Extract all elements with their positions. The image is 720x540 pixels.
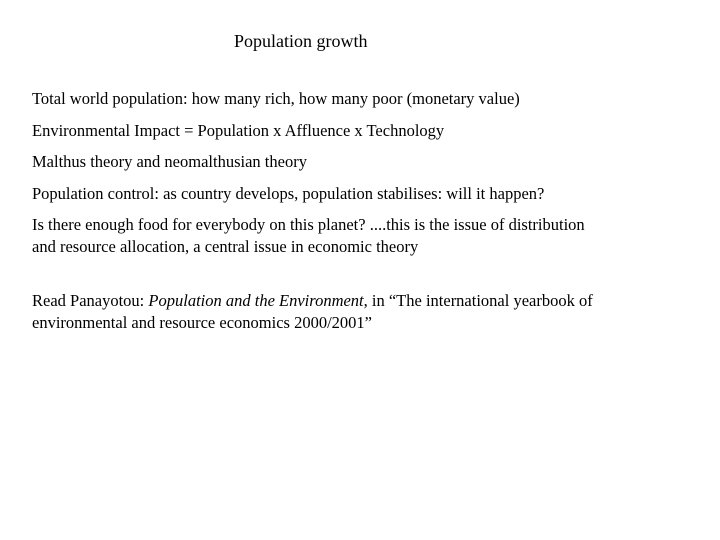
reading-line-1 — [32, 290, 692, 312]
slide-title: Population growth — [234, 31, 368, 51]
point-malthus-theory: Malthus theory and neomalthusian theory — [32, 152, 307, 171]
slide-body — [32, 88, 692, 343]
point-population-control: Population control: as country develops, population stabilises: will it happen? — [32, 183, 545, 203]
reading-book-title: Population and the Environment — [148, 291, 364, 310]
food-question-line-2: and resource allocation, a central issue in economic theory — [32, 236, 419, 256]
point-food-question — [32, 214, 692, 257]
reading-source: , in “The international yearbook of — [363, 291, 593, 310]
reading-prefix: Read Panayotou: — [32, 291, 149, 310]
point-environmental-impact: Environmental Impact = Population x Affluence x Technology — [32, 120, 445, 140]
reading-reference — [32, 290, 692, 333]
reading-line-2: environmental and resource economics 2000/2001” — [32, 312, 372, 332]
point-world-population: Total world population: how many rich, how many poor (monetary value) — [32, 89, 520, 108]
food-question-line-1: Is there enough food for everybody on this planet? ....this is the issue of distribution — [32, 215, 585, 234]
